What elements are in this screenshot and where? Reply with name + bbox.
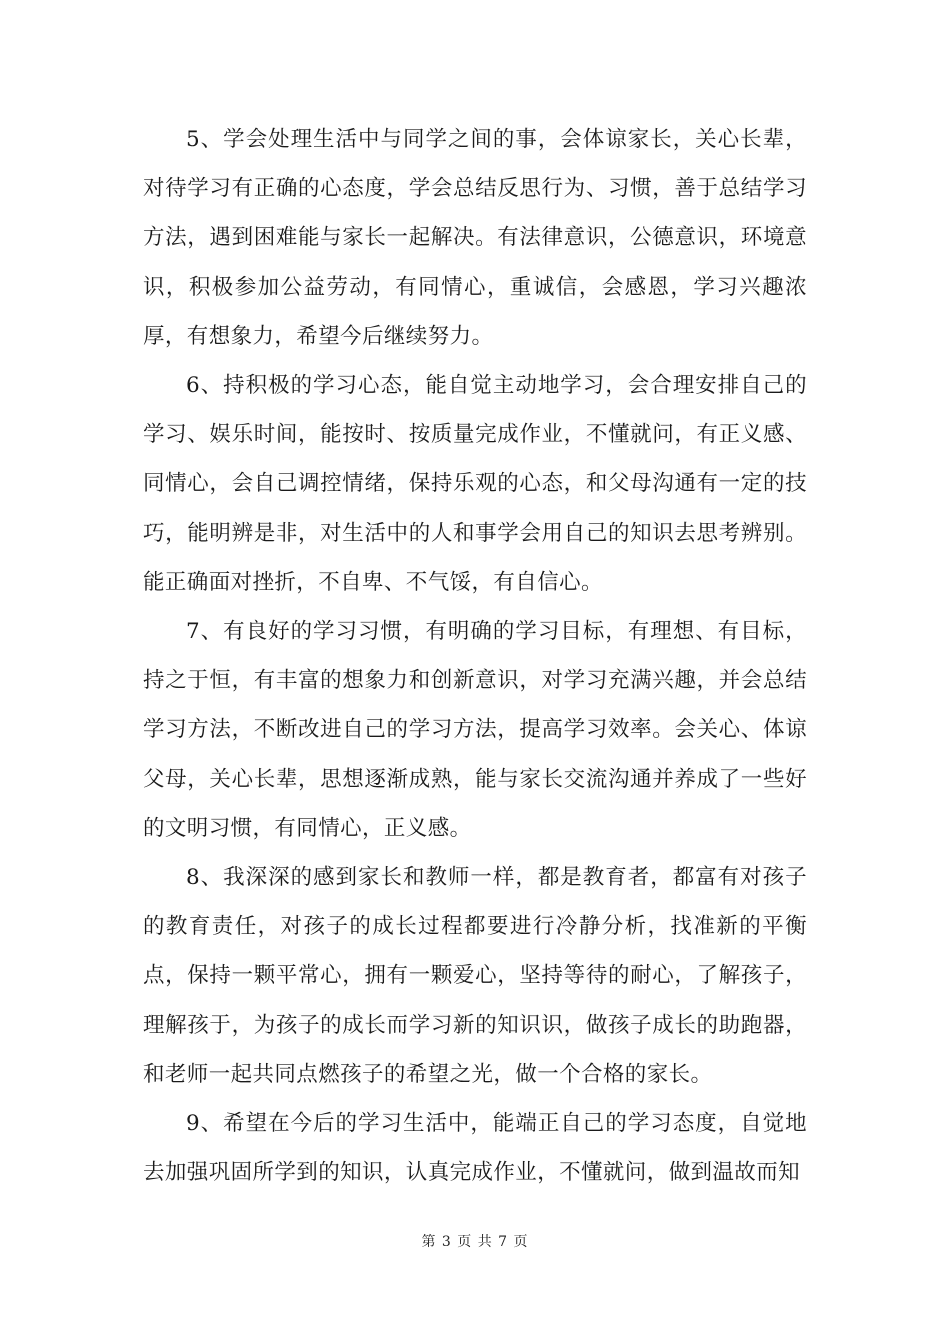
page-number-footer: 第 3 页 共 7 页 <box>421 1234 529 1250</box>
paragraph-9: 9、希望在今后的学习生活中，能端正自己的学习态度，自觉地去加强巩固所学到的知识，认真完成作业，不懂就问，做到温故而知 <box>143 1111 807 1186</box>
paragraph-7: 7、有良好的学习习惯，有明确的学习目标，有理想、有目标，持之于恒，有丰富的想象力和创新意识，对学习充满兴趣，并会总结学习方法，不断改进自己的学习方法，提高学习效率。会关心、体谅父母，关心长辈，思想逐渐成熟，能与家长交流沟通并养成了一些好的文明习惯，有同情心，正义感。 <box>143 619 807 841</box>
paragraph-8: 8、我深深的感到家长和教师一样，都是教育者，都富有对孩子的教育责任，对孩子的成长过程都要进行冷静分析，找准新的平衡点，保持一颗平常心，拥有一颗爱心，坚持等待的耐心，了解孩子，理解孩于，为孩子的成长而学习新的知识识，做孩子成长的助跑器，和老师一起共同点燃孩子的希望之光，做一个合格的家长。 <box>143 865 807 1087</box>
paragraph-5: 5、学会处理生活中与同学之间的事，会体谅家长，关心长辈，对待学习有正确的心态度，学会总结反思行为、习惯，善于总结学习方法，遇到困难能与家长一起解决。有法律意识，公德意识，环境意识，积极参加公益劳动，有同情心，重诚信，会感恩，学习兴趣浓厚，有想象力，希望今后继续努力。 <box>143 127 807 349</box>
paragraph-6: 6、持积极的学习心态，能自觉主动地学习，会合理安排自己的学习、娱乐时间，能按时、按质量完成作业，不懂就问，有正义感、同情心，会自己调控情绪，保持乐观的心态，和父母沟通有一定的技巧，能明辨是非，对生活中的人和事学会用自己的知识去思考辨别。能正确面对挫折，不自卑、不气馁，有自信心。 <box>143 373 807 595</box>
document-body <box>143 115 807 1197</box>
